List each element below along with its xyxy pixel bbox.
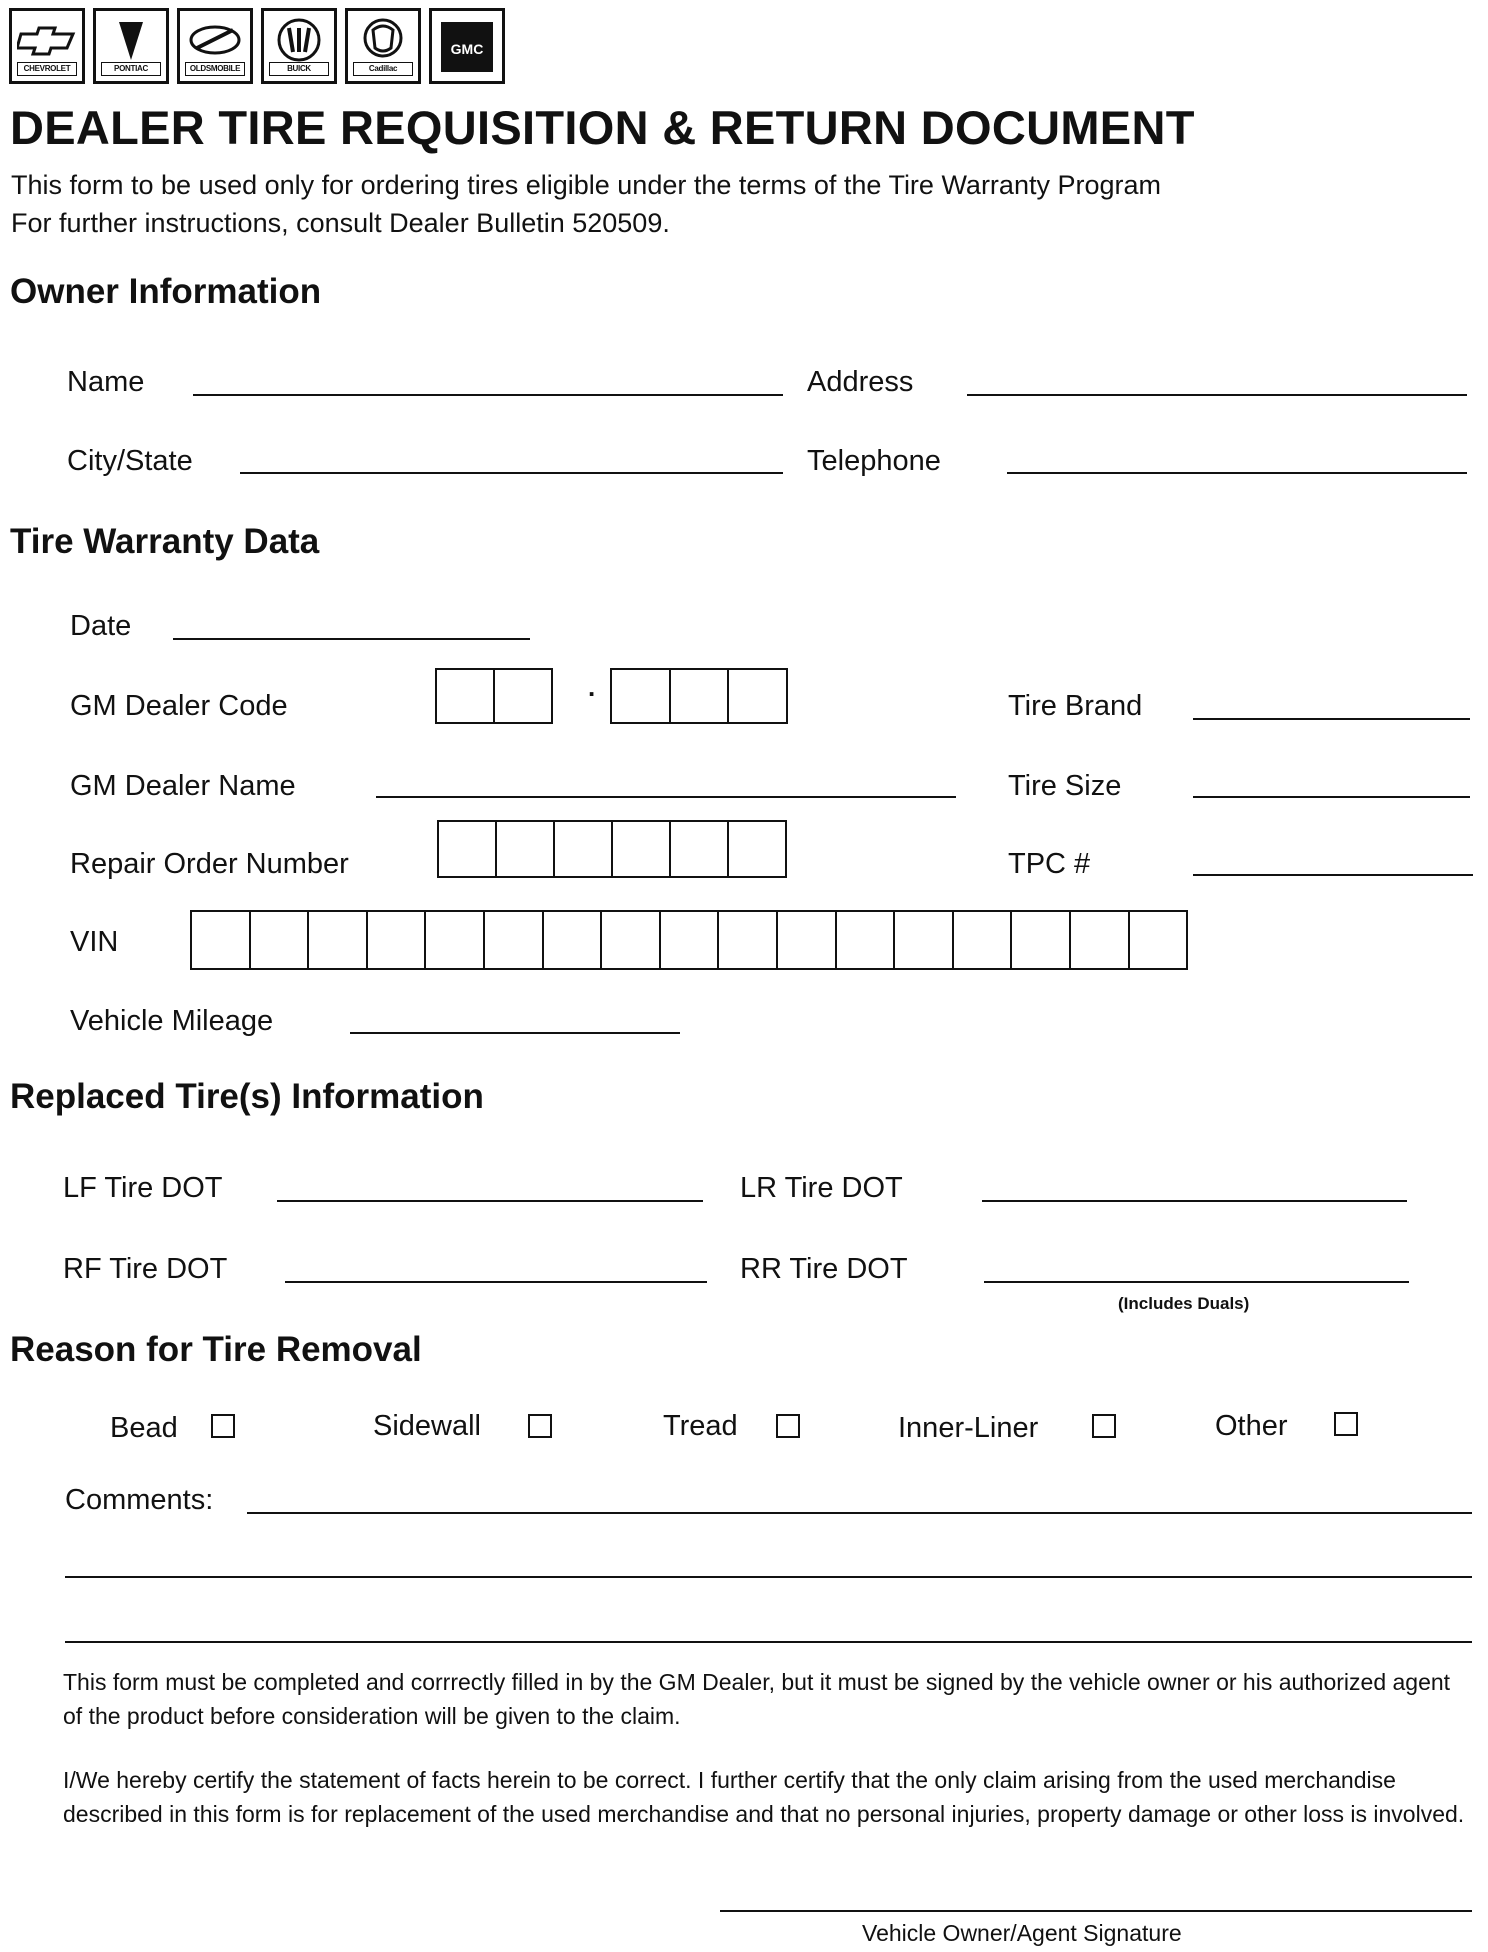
repair-order-box[interactable] [613, 822, 671, 876]
owner-name-label: Name [67, 366, 145, 398]
vin-box[interactable] [309, 912, 368, 968]
tire-brand-field[interactable] [1193, 718, 1470, 720]
dealer-code-box[interactable] [671, 670, 730, 722]
sidewall-label: Sidewall [373, 1410, 481, 1442]
includes-duals-note: (Includes Duals) [1118, 1294, 1250, 1313]
vin-box[interactable] [485, 912, 544, 968]
cadillac-logo [345, 8, 421, 84]
vin-box[interactable] [426, 912, 485, 968]
vin-box[interactable] [1071, 912, 1130, 968]
dealer-code-box[interactable] [729, 670, 786, 722]
owner-address-field[interactable] [967, 394, 1467, 396]
repair-order-box[interactable] [555, 822, 613, 876]
vin-label: VIN [70, 926, 119, 958]
tire-size-field[interactable] [1193, 796, 1470, 798]
tire-brand-label: Tire Brand [1008, 690, 1143, 722]
vin-box[interactable] [368, 912, 427, 968]
repair-order-number-boxes[interactable] [437, 820, 787, 878]
lr-tire-dot-field[interactable] [982, 1200, 1407, 1202]
pontiac-logo [93, 8, 169, 84]
other-checkbox[interactable] [1334, 1412, 1358, 1436]
sidewall-checkbox[interactable] [528, 1414, 552, 1438]
subtitle-line-2: For further instructions, consult Dealer Bulletin 520509. [11, 208, 670, 238]
rr-tire-dot-label: RR Tire DOT [740, 1253, 908, 1285]
dealer-code-box[interactable] [612, 670, 671, 722]
completion-notice: This form must be completed and corrrectly filled in by the GM Dealer, but it must be signed by the vehicle owner or his authorized agent of the product before consideration will be given to the claim. [63, 1669, 1451, 1729]
signature-line[interactable] [720, 1910, 1472, 1912]
gmc-logo [429, 8, 505, 84]
bead-label: Bead [110, 1412, 178, 1444]
gm-dealer-code-suffix-boxes[interactable] [610, 668, 788, 724]
repair-order-box[interactable] [729, 822, 785, 876]
comments-line-1[interactable] [247, 1512, 1472, 1514]
cadillac-logo-text: Cadillac [353, 62, 413, 76]
vin-box[interactable] [954, 912, 1013, 968]
reason-for-removal-heading: Reason for Tire Removal [10, 1330, 422, 1369]
gm-dealer-name-label: GM Dealer Name [70, 770, 296, 802]
vin-box[interactable] [661, 912, 720, 968]
date-label: Date [70, 610, 132, 642]
vin-box[interactable] [837, 912, 896, 968]
bead-checkbox[interactable] [211, 1414, 235, 1438]
vehicle-mileage-label: Vehicle Mileage [70, 1005, 274, 1037]
tire-warranty-heading: Tire Warranty Data [10, 522, 320, 561]
owner-name-field[interactable] [193, 394, 783, 396]
rr-tire-dot-field[interactable] [984, 1281, 1409, 1283]
buick-shield-icon [269, 16, 329, 66]
lf-tire-dot-label: LF Tire DOT [63, 1172, 223, 1204]
tread-label: Tread [663, 1410, 738, 1442]
owner-city-state-field[interactable] [240, 472, 783, 474]
lr-tire-dot-label: LR Tire DOT [740, 1172, 903, 1204]
owner-telephone-field[interactable] [1007, 472, 1467, 474]
rf-tire-dot-field[interactable] [285, 1281, 707, 1283]
comments-line-3[interactable] [65, 1641, 1472, 1643]
subtitle-line-1: This form to be used only for ordering tires eligible under the terms of the Tire Warranty Program [11, 170, 1161, 200]
rf-tire-dot-label: RF Tire DOT [63, 1253, 228, 1285]
gm-dealer-code-prefix-boxes[interactable] [435, 668, 553, 724]
repair-order-box[interactable] [497, 822, 555, 876]
oldsmobile-rocket-icon [185, 16, 245, 66]
certification-statement: I/We hereby certify the statement of facts herein to be correct. I further certify that the only claim arising from the used merchandise described in this form is for replacement of the used merchandise and that no personal injuries, property damage or other loss is involved. [63, 1767, 1465, 1827]
vin-box[interactable] [602, 912, 661, 968]
vin-box[interactable] [192, 912, 251, 968]
comments-line-2[interactable] [65, 1576, 1472, 1578]
vin-box[interactable] [1012, 912, 1071, 968]
replaced-tires-heading: Replaced Tire(s) Information [10, 1077, 484, 1116]
dealer-code-box[interactable] [495, 670, 551, 722]
vin-box[interactable] [778, 912, 837, 968]
tpc-number-label: TPC # [1008, 848, 1091, 880]
comments-label: Comments: [65, 1484, 214, 1516]
buick-logo-text: BUICK [269, 62, 329, 76]
oldsmobile-logo [177, 8, 253, 84]
owner-telephone-label: Telephone [807, 445, 941, 477]
tread-checkbox[interactable] [776, 1414, 800, 1438]
repair-order-number-label: Repair Order Number [70, 848, 349, 880]
gm-dealer-code-label: GM Dealer Code [70, 690, 288, 722]
page-title: DEALER TIRE REQUISITION & RETURN DOCUMENT [10, 101, 1195, 154]
owner-city-state-label: City/State [67, 445, 193, 477]
inner-liner-label: Inner-Liner [898, 1412, 1039, 1444]
vin-box[interactable] [895, 912, 954, 968]
repair-order-box[interactable] [671, 822, 729, 876]
cadillac-crest-icon [353, 16, 413, 66]
chevrolet-logo [9, 8, 85, 84]
buick-logo [261, 8, 337, 84]
pontiac-arrowhead-icon [101, 16, 161, 66]
date-field[interactable] [173, 638, 530, 640]
vehicle-mileage-field[interactable] [350, 1032, 680, 1034]
vin-box[interactable] [719, 912, 778, 968]
vin-box[interactable] [1130, 912, 1187, 968]
dealer-code-box[interactable] [437, 670, 495, 722]
lf-tire-dot-field[interactable] [277, 1200, 703, 1202]
chevrolet-bowtie-icon [17, 16, 77, 66]
owner-information-heading: Owner Information [10, 272, 322, 311]
vin-box[interactable] [544, 912, 603, 968]
vin-boxes[interactable] [190, 910, 1188, 970]
chevrolet-logo-text: CHEVROLET [17, 62, 77, 76]
gm-dealer-name-field[interactable] [376, 796, 956, 798]
vin-box[interactable] [251, 912, 310, 968]
oldsmobile-logo-text: OLDSMOBILE [185, 62, 245, 76]
pontiac-logo-text: PONTIAC [101, 62, 161, 76]
repair-order-box[interactable] [439, 822, 497, 876]
signature-label: Vehicle Owner/Agent Signature [862, 1920, 1182, 1946]
tpc-number-field[interactable] [1193, 874, 1473, 876]
dealer-code-separator: . [588, 672, 596, 702]
inner-liner-checkbox[interactable] [1092, 1414, 1116, 1438]
other-label: Other [1215, 1410, 1288, 1442]
tire-size-label: Tire Size [1008, 770, 1122, 802]
gmc-badge-icon [437, 16, 497, 76]
owner-address-label: Address [807, 366, 914, 398]
gmc-badge-text: GMC [450, 41, 484, 57]
